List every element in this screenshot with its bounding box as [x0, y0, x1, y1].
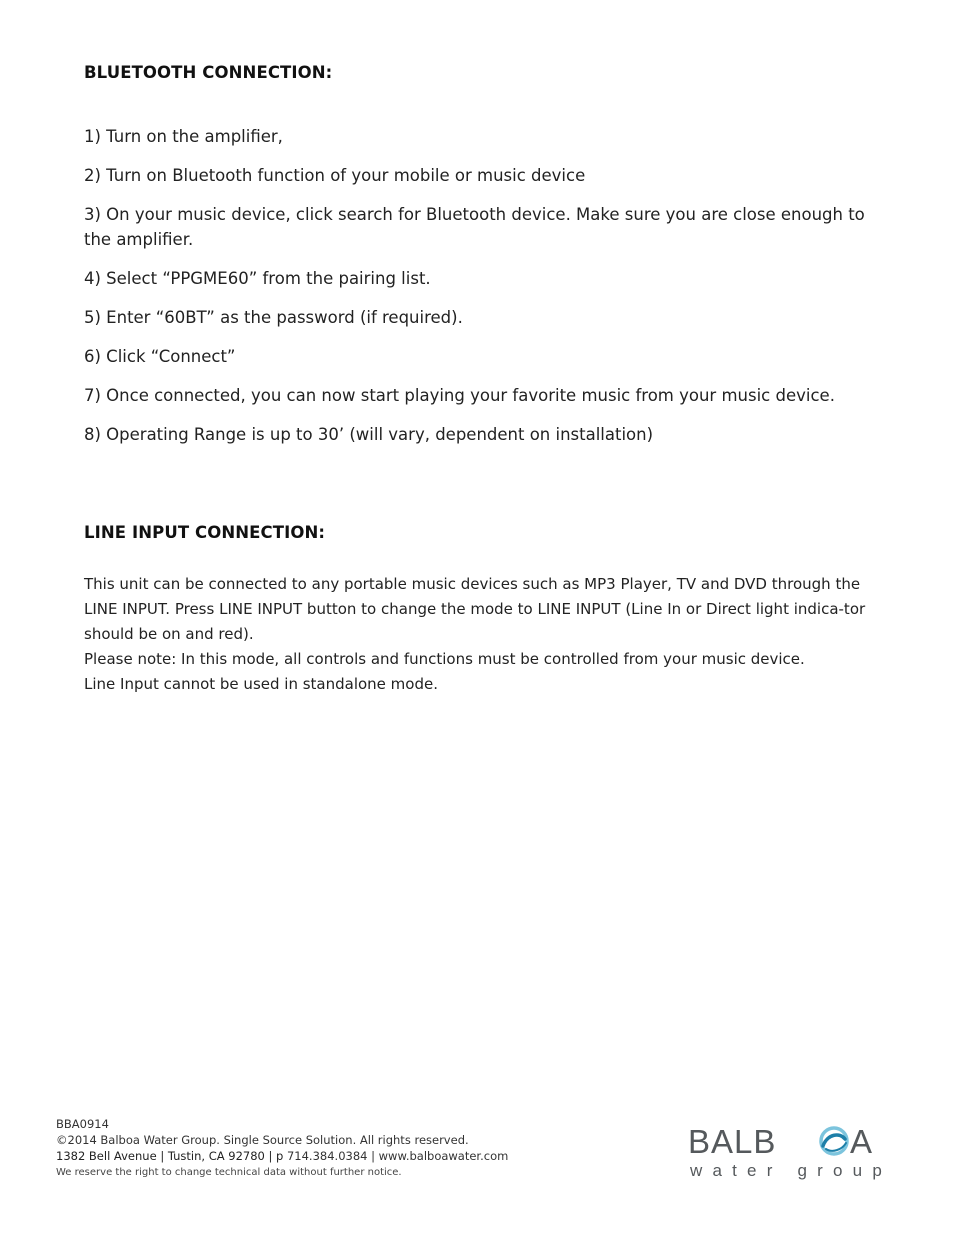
- bluetooth-steps-list: [84, 124, 874, 461]
- disclaimer: We reserve the right to change technical data without further notice.: [56, 1167, 402, 1178]
- website-link[interactable]: www.balboawater.com: [378, 1149, 509, 1163]
- line-input-description: [84, 572, 876, 697]
- line-input-heading: LINE INPUT CONNECTION:: [84, 523, 326, 542]
- copyright-line: ©2014 Balboa Water Group. Single Source Solution. All rights reserved.: [56, 1133, 469, 1147]
- line-input-paragraph-2: Please note: In this mode, all controls and functions must be controlled from your music device.: [84, 650, 805, 668]
- bluetooth-step-8: 8) Operating Range is up to 30’ (will vary, dependent on installation): [84, 425, 654, 444]
- bluetooth-step-1: 1) Turn on the amplifier,: [84, 127, 283, 146]
- logo-tagline: water group: [690, 1161, 892, 1180]
- page-footer: [56, 1116, 526, 1181]
- address: 1382 Bell Avenue | Tustin, CA 92780 | p: [56, 1149, 284, 1163]
- logo-brand-pre: BALB: [688, 1123, 777, 1160]
- swirl-o-icon: [821, 1128, 847, 1154]
- line-input-paragraph-1: This unit can be connected to any portable music devices such as MP3 Player, TV and DVD through the LINE INPUT. Press LINE INPUT button to change the mode to LINE INPUT (Line In or Direct light indica-tor should be on and red).: [84, 575, 866, 643]
- bluetooth-step-5: 5) Enter “60BT” as the password (if required).: [84, 308, 463, 327]
- doc-code: BBA0914: [56, 1117, 109, 1131]
- line-input-paragraph-3: Line Input cannot be used in standalone mode.: [84, 675, 438, 693]
- balboa-logo: [688, 1122, 900, 1182]
- bluetooth-step-2: 2) Turn on Bluetooth function of your mobile or music device: [84, 166, 586, 185]
- logo-brand-post: A: [850, 1123, 873, 1160]
- contact-line: [56, 1148, 526, 1164]
- separator: |: [371, 1149, 375, 1163]
- bluetooth-heading: BLUETOOTH CONNECTION:: [84, 63, 333, 82]
- bluetooth-step-7: 7) Once connected, you can now start playing your favorite music from your music device.: [84, 386, 835, 405]
- phone-number: 714.384.0384: [286, 1149, 368, 1163]
- bluetooth-step-4: 4) Select “PPGME60” from the pairing list.: [84, 269, 431, 288]
- bluetooth-step-6: 6) Click “Connect”: [84, 347, 236, 366]
- bluetooth-step-3: 3) On your music device, click search for Bluetooth device. Make sure you are close enough to the amplifier.: [84, 205, 865, 249]
